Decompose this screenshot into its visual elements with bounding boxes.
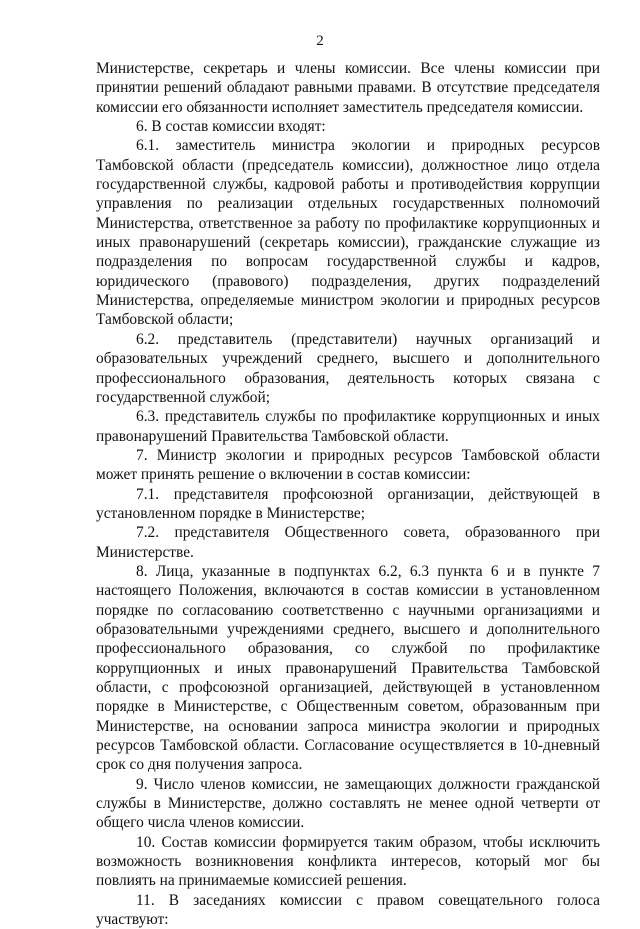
paragraph-item-7: 7. Министр экологии и природных ресурсов Тамбовской области может принять решение о включении в состав комиссии: <box>96 446 600 484</box>
document-body <box>96 59 600 929</box>
paragraph-item-10: 10. Состав комиссии формируется таким образом, чтобы исключить возможность возникновения конфликта интересов, который мог бы повлиять на принимаемые комиссией решения. <box>96 833 600 890</box>
paragraph-item-6-1: 6.1. заместитель министра экологии и природных ресурсов Тамбовской области (председатель комиссии), должностное лицо отдела государственной службы, кадровой работы и противодействия коррупции управления по реализации отдельных государственных полномочий Министерства, ответственное за работу по профилактике коррупционных и иных правонарушений (секретарь комиссии), гражданские служащие из подразделения по вопросам государственной службы и кадров, юридического (правового) подразделения, других подразделений Министерства, определяемые министром экологии и природных ресурсов Тамбовской области; <box>96 137 600 329</box>
paragraph-item-8: 8. Лица, указанные в подпунктах 6.2, 6.3 пункта 6 и в пункте 7 настоящего Положения, включаются в состав комиссии в установленном порядке по согласованию соответственно с научными организациями и образовательными учреждениями среднего, высшего и дополнительного профессионального образования, со службой по профилактике коррупционных и иных правонарушений Правительства Тамбовской области, с профсоюзной организацией, действующей в установленном порядке в Министерстве, с Общественным советом, образованным при Министерстве, на основании запроса министра экологии и природных ресурсов Тамбовской области. Согласование осуществляется в 10-дневный срок со дня получения запроса. <box>96 562 600 774</box>
paragraph-item-7-1: 7.1. представителя профсоюзной организации, действующей в установленном порядке в Министерстве; <box>96 485 600 522</box>
paragraph-continuation: Министерстве, секретарь и члены комиссии. Все члены комиссии при принятии решений обладают равными правами. В отсутствие председателя комиссии его обязанности исполняет заместитель председателя комиссии. <box>96 60 600 116</box>
paragraph-item-6-3: 6.3. представитель службы по профилактике коррупционных и иных правонарушений Правительства Тамбовской области. <box>96 408 600 445</box>
paragraph-item-11: 11. В заседаниях комиссии с правом совещательного голоса участвуют: <box>96 891 600 929</box>
paragraph-item-9: 9. Число членов комиссии, не замещающих должности гражданской службы в Министерстве, должно составлять не менее одной четверти от общего числа членов комиссии. <box>96 775 600 832</box>
page-number: 2 <box>316 33 324 49</box>
paragraph-item-6-2: 6.2. представитель (представители) научных организаций и образовательных учреждений среднего, высшего и дополнительного профессионального образования, деятельность которых связана с государственной службой; <box>96 330 600 406</box>
paragraph-item-7-2: 7.2. представителя Общественного совета, образованного при Министерстве. <box>96 524 600 561</box>
paragraph-item-6: 6. В состав комиссии входят: <box>136 118 326 136</box>
